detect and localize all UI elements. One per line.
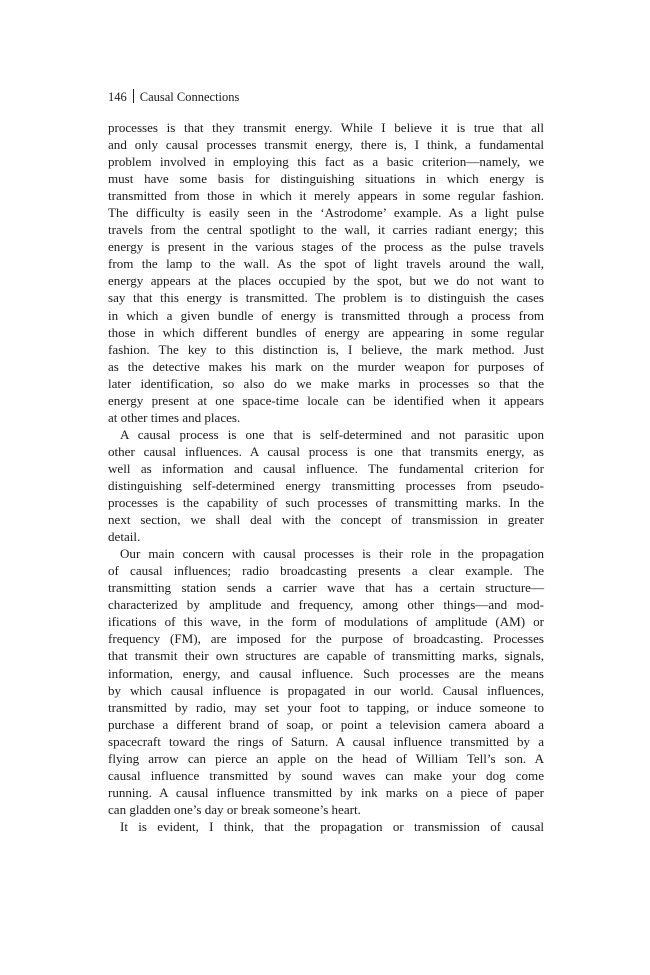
text-line: frequency (FM), are imposed for the purpose of broadcasting. Processes [108,631,544,647]
text-line: distinguishing self-determined energy transmitting processes from pseudo- [108,477,544,493]
text-line: by which causal influence is propagated in our world. Causal influences, [108,682,544,698]
text-line: causal influence transmitted by sound waves can make your dog come [108,767,544,783]
running-title: Causal Connections [139,90,240,104]
text-line: as the detective makes his mark on the murder weapon for purposes of [108,358,544,374]
text-line: flying arrow can pierce an apple on the head of William Tell’s son. A [108,750,544,766]
header-separator [133,89,134,103]
text-line: problem involved in employing this fact as a basic criterion—namely, we [108,154,544,170]
text-line: processes is the capability of such processes of transmitting marks. In the [108,495,544,511]
text-line: transmitted from those in which it merely appears in some regular fashion. [108,188,544,204]
text-line: say that this energy is transmitted. The problem is to distinguish the cases [108,290,544,306]
text-line: energy present at one space-time locale can be identified when it appears [108,392,544,408]
text-line: A causal process is one that is self-determined and not parasitic upon [120,426,544,442]
text-line: The difficulty is easily seen in the ‘Astrodome’ example. As a light pulse [108,205,544,221]
text-line: can gladden one’s day or break someone’s heart. [108,801,361,817]
text-line: that transmit their own structures are capable of transmitting marks, signals, [108,648,544,664]
text-line: fashion. The key to this distinction is, I believe, the mark method. Just [108,341,544,357]
text-line: processes is that they transmit energy. While I believe it is true that all [108,120,544,135]
text-line: must have some basis for distinguishing situations in which energy is [108,171,544,187]
text-line: at other times and places. [108,409,241,425]
text-line: next section, we shall deal with the concept of transmission in greater [108,512,544,528]
text-line: energy is present in the various stages of the process as the pulse travels [108,239,544,255]
text-line: in which a given bundle of energy is transmitted through a process from [108,307,544,323]
text-line: characterized by amplitude and frequency, among other things—and mod- [108,597,544,613]
text-line: well as information and causal influence. The fundamental criterion for [108,460,544,476]
text-line: and only causal processes transmit energy, there is, I think, a fundamental [108,137,544,153]
text-line: other causal influences. A causal process is one that transmits energy, as [108,443,544,459]
page-number: 146 [108,90,127,104]
text-line: travels from the central spotlight to the wall, it carries radiant energy; this [108,222,544,238]
text-line: transmitted by radio, may set your foot to tapping, or induce someone to [108,699,544,715]
text-line: detail. [108,529,141,545]
text-line: ifications of this wave, in the form of modulations of amplitude (AM) or [108,614,544,630]
running-head [108,89,239,105]
text-line: spacecraft toward the rings of Saturn. A causal influence transmitted by a [108,733,544,749]
text-line: information, energy, and causal influence. Such processes are the means [108,665,544,681]
text-line: later identification, so also do we make marks in processes so that the [108,375,544,391]
text-line: running. A causal influence transmitted by ink marks on a piece of paper [108,784,544,800]
text-line: transmitting station sends a carrier wave that has a certain structure— [108,580,544,596]
text-line: Our main concern with causal processes is their role in the propagation [120,546,544,562]
text-line: from the lamp to the wall. As the spot of light travels around the wall, [108,256,544,272]
text-line: those in which different bundles of energy are appearing in some regular [108,324,544,340]
text-line: purchase a different brand of soap, or point a television camera aboard a [108,716,544,732]
text-line: It is evident, I think, that the propagation or transmission of causal [120,818,544,834]
body-text [108,119,544,835]
text-line: of causal influences; radio broadcasting presents a clear example. The [108,563,544,579]
text-line: energy appears at the places occupied by the spot, but we do not want to [108,273,544,289]
